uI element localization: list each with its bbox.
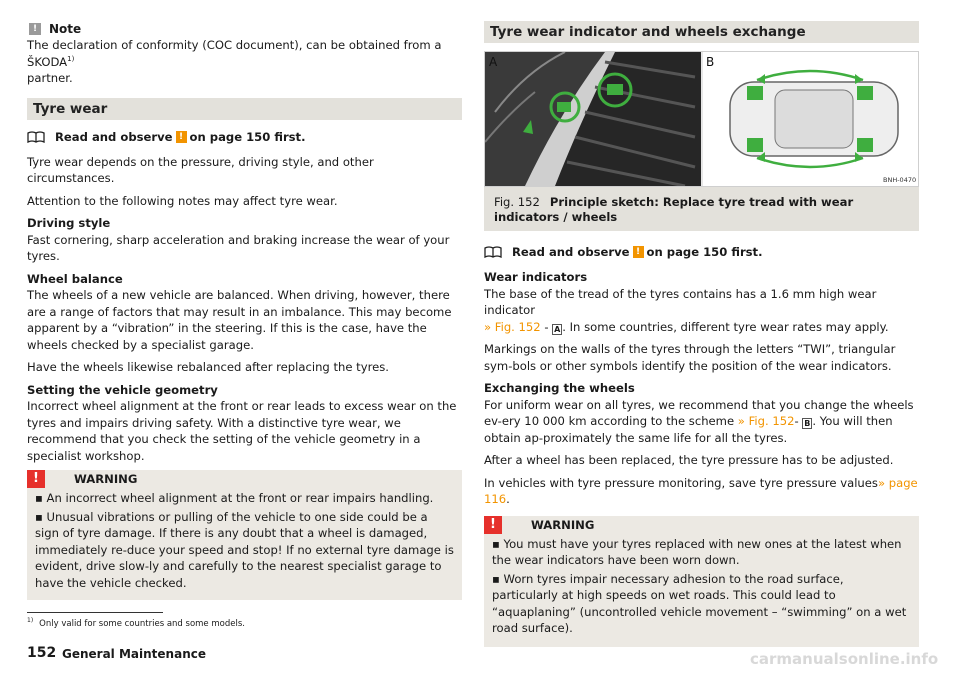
warning-small-icon: ! bbox=[176, 131, 187, 143]
para-rebalance: Have the wheels likewise rebalanced after replacing the tyres. bbox=[27, 360, 389, 374]
figure-caption bbox=[484, 187, 919, 231]
watermark: carmanualsonline.info bbox=[750, 650, 939, 668]
warning-item: ▪ You must have your tyres replaced with new ones at the latest when the wear indicators have been worn down. bbox=[492, 536, 902, 567]
para-wear-indicators: The base of the tread of the tyres contains has a 1.6 mm high wear indicator » Fig. 152 - A . In some countries, different tyre wear rates may apply. bbox=[484, 286, 889, 334]
note-heading bbox=[27, 20, 462, 37]
figure-152 bbox=[484, 51, 919, 187]
section-title-tyre-wear: Tyre wear bbox=[27, 98, 462, 120]
book-icon bbox=[484, 246, 502, 258]
link-page-116[interactable]: » page 116 bbox=[484, 475, 918, 506]
read-observe-line: Read and observe ! on page 150 first. bbox=[27, 128, 462, 146]
para-exchanging: For uniform wear on all tyres, we recommend that you change the wheels ev-ery 10 000 km according to the scheme » Fig. 152- B . You will then obtain ap-proximately the same life for all the tyres. bbox=[484, 397, 914, 445]
book-icon bbox=[27, 131, 45, 143]
warning-heading: ! WARNING bbox=[27, 470, 454, 488]
para-wheel-balance: The wheels of a new vehicle are balanced. When driving, however, there are a range of factors that may result in an imbalance. This may become apparent by a “vibration” in the steering. If this is the case, have the wheels checked by a specialist garage. bbox=[27, 288, 452, 352]
figure-code: BNH-0470 bbox=[883, 176, 917, 184]
left-column bbox=[27, 20, 462, 600]
note-text: The declaration of conformity (COC document), can be obtained from a ŠKODA$^{1)}$ partner. bbox=[27, 38, 442, 85]
link-fig-152[interactable]: » Fig. 152 bbox=[734, 414, 795, 428]
figure-caption-text: Principle sketch: Replace tyre tread with wear indicators / wheels bbox=[494, 195, 854, 224]
figure-number: Fig. 152 bbox=[494, 195, 540, 209]
page-number: 152 bbox=[27, 645, 57, 661]
link-fig-152[interactable]: » Fig. 152 bbox=[484, 319, 541, 334]
heading-driving-style: Driving style bbox=[27, 216, 111, 230]
warning-small-icon: ! bbox=[633, 246, 644, 258]
para-tyre-wear: Tyre wear depends on the pressure, driving style, and other circumstances. bbox=[27, 154, 374, 185]
info-icon: ! bbox=[29, 23, 41, 35]
heading-wear-indicators: Wear indicators bbox=[484, 270, 588, 284]
para-geometry: Incorrect wheel alignment at the front or rear leads to excess wear on the tyres and impairs driving safety. With a distinctive tyre wear, we recommend that you check the setting of the vehicle geometry in a specialist workshop. bbox=[27, 399, 457, 463]
warning-item: ▪ An incorrect wheel alignment at the front or rear impairs handling. bbox=[35, 491, 434, 505]
page-title: General Maintenance bbox=[62, 647, 206, 661]
warning-item: ▪ Worn tyres impair necessary adhesion to the road surface, particularly at high speeds on wet roads. This could lead to “aquaplaning” (uncontrolled vehicle movement – “swimming” on a wet road surface). bbox=[492, 571, 907, 635]
right-column bbox=[484, 20, 919, 647]
warning-heading: ! WARNING bbox=[484, 516, 911, 534]
warning-item: ▪ Unusual vibrations or pulling of the vehicle to one side could be a sign of tyre damage. If there is any doubt that a wheel is damaged, immediately re-duce your speed and stop! If no external tyre damage is evident, drive slow-ly and carefully to the nearest specialist garage to have the vehicle checked. bbox=[35, 509, 454, 590]
footnote: $^{1)}$ Only valid for some countries and some models. bbox=[27, 617, 245, 629]
label-a-box: A bbox=[554, 324, 561, 334]
footnote-divider bbox=[27, 612, 163, 613]
warning-box-left bbox=[27, 470, 462, 600]
warning-box-right bbox=[484, 516, 919, 647]
figure-label-b: B bbox=[706, 55, 715, 69]
para-after-replace: After a wheel has been replaced, the tyre pressure has to be adjusted. bbox=[484, 453, 894, 467]
para-markings: Markings on the walls of the tyres through the letters “TWI”, triangular sym-bols or other symbols identify the position of the wear indicators. bbox=[484, 342, 896, 373]
heading-wheel-balance: Wheel balance bbox=[27, 271, 123, 286]
para-driving-style: Fast cornering, sharp acceleration and braking increase the wear of your tyres. bbox=[27, 232, 450, 263]
label-b-box: B bbox=[804, 419, 811, 428]
note-title: Note bbox=[49, 21, 82, 36]
warning-icon: ! bbox=[484, 516, 502, 534]
footnote-ref[interactable]: 1) bbox=[67, 54, 75, 63]
read-observe-line: Read and observe ! on page 150 first. bbox=[484, 243, 919, 261]
heading-geometry: Setting the vehicle geometry bbox=[27, 382, 218, 397]
section-title-indicator: Tyre wear indicator and wheels exchange bbox=[484, 21, 919, 43]
figure-illustration bbox=[485, 52, 918, 186]
figure-label-a: A bbox=[489, 55, 498, 69]
para-pressure-monitoring: In vehicles with tyre pressure monitoring, save tyre pressure values» page 116. bbox=[484, 475, 918, 506]
warning-icon: ! bbox=[27, 470, 45, 488]
heading-exchanging: Exchanging the wheels bbox=[484, 381, 635, 395]
para-attention: Attention to the following notes may affect tyre wear. bbox=[27, 193, 338, 208]
